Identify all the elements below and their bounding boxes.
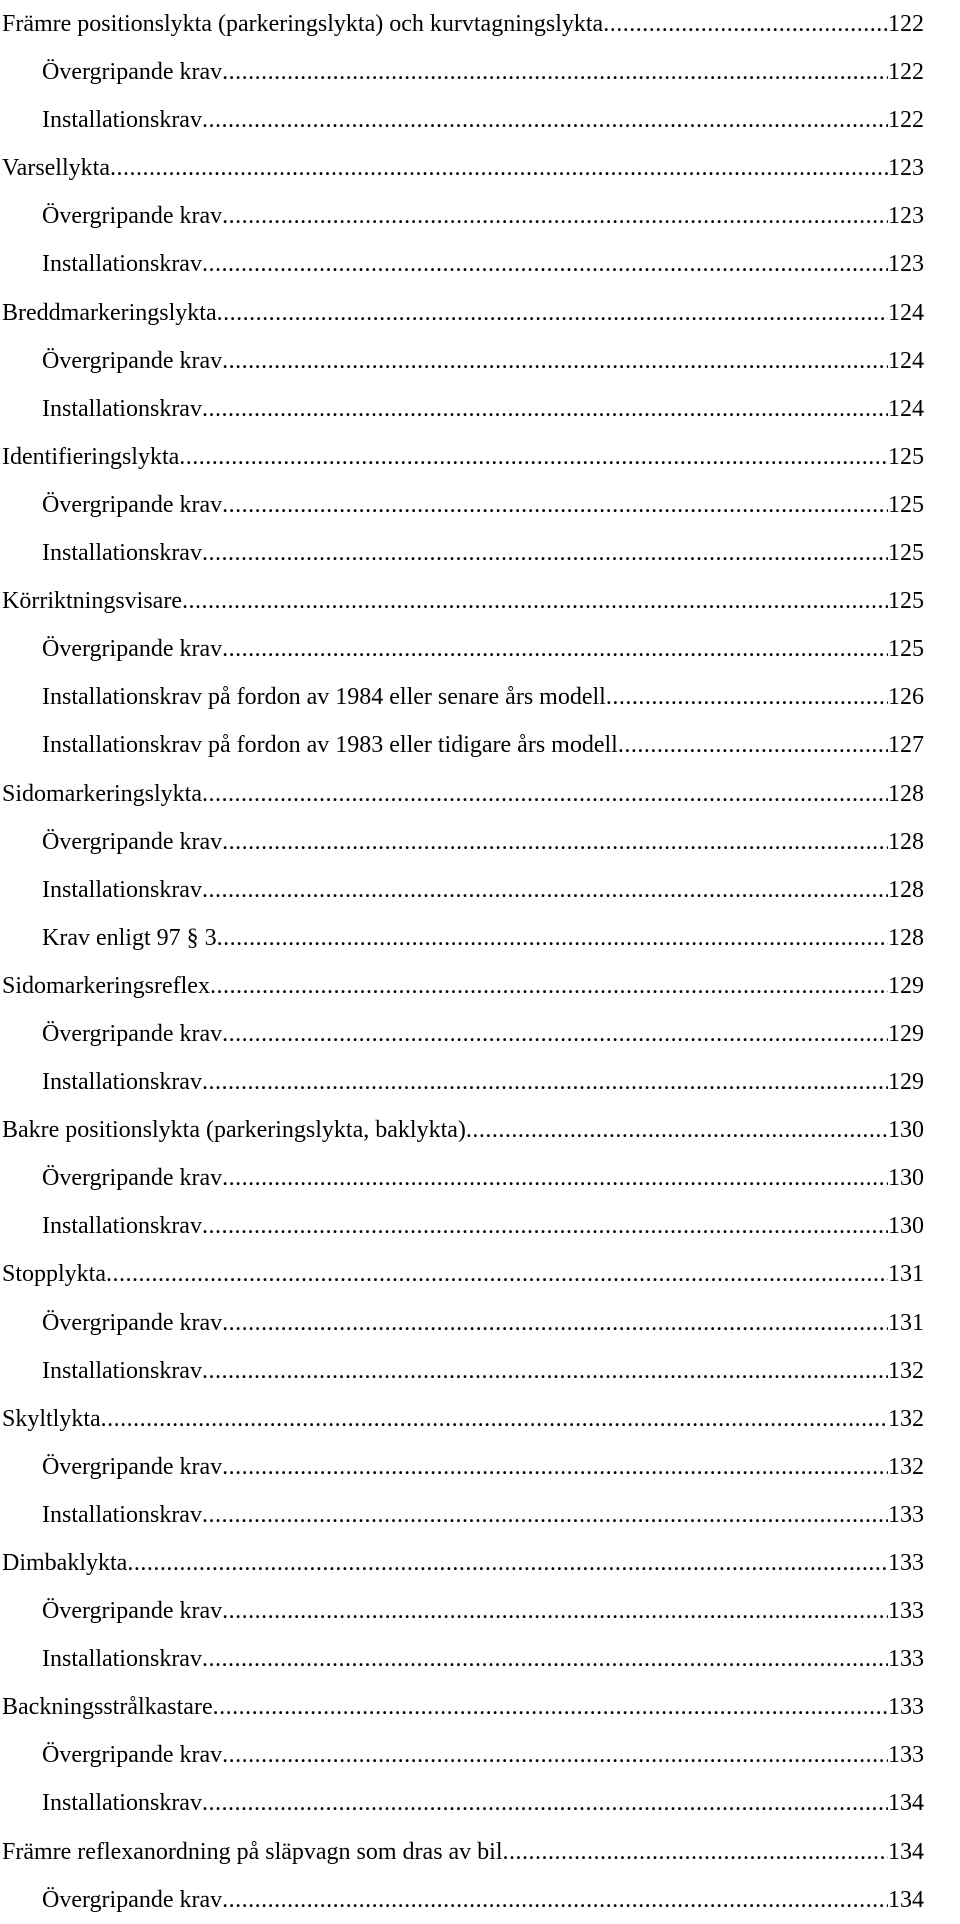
- toc-entry-title: Sidomarkeringsreflex: [2, 972, 210, 999]
- toc-entry-title: Installationskrav: [42, 395, 202, 422]
- toc-entry-title: Övergripande krav: [42, 1020, 223, 1047]
- toc-dot-leader: [101, 1395, 888, 1443]
- toc-entry-page-number: 130: [888, 1213, 924, 1240]
- toc-dot-leader: [202, 1635, 888, 1683]
- toc-dot-leader: [213, 1683, 888, 1731]
- toc-entry-title: Övergripande krav: [42, 491, 223, 518]
- toc-entry[interactable]: [2, 818, 924, 866]
- toc-entry-page-number: 122: [888, 59, 924, 86]
- toc-entry-page-number: 133: [888, 1694, 924, 1721]
- toc-dot-leader: [179, 433, 888, 481]
- toc-entry[interactable]: [2, 1299, 924, 1347]
- toc-entry-title: Körriktningsvisare: [2, 588, 182, 615]
- toc-dot-leader: [222, 1587, 888, 1635]
- toc-entry-page-number: 123: [888, 203, 924, 230]
- toc-entry-title: Övergripande krav: [42, 636, 223, 663]
- toc-entry-page-number: 132: [888, 1405, 924, 1432]
- toc-entry-title: Övergripande krav: [42, 1598, 223, 1625]
- toc-entry-page-number: 125: [888, 491, 924, 518]
- toc-entry-title: Installationskrav: [42, 540, 202, 567]
- toc-entry[interactable]: [2, 337, 924, 385]
- toc-entry-title: Installationskrav på fordon av 1983 eller tidigare års modell: [42, 732, 618, 759]
- toc-entry-title: Övergripande krav: [42, 1309, 223, 1336]
- toc-entry-title: Övergripande krav: [42, 828, 223, 855]
- toc-entry-title: Breddmarkeringslykta: [2, 299, 217, 326]
- toc-entry-title: Installationskrav: [42, 876, 202, 903]
- toc-entry-title: Installationskrav: [42, 1501, 202, 1528]
- toc-entry-page-number: 123: [888, 155, 924, 182]
- toc-dot-leader: [222, 192, 888, 240]
- toc-entry[interactable]: [2, 770, 924, 818]
- toc-entry[interactable]: [2, 529, 924, 577]
- toc-entry-page-number: 128: [888, 924, 924, 951]
- toc-entry[interactable]: [2, 1058, 924, 1106]
- toc-dot-leader: [503, 1828, 888, 1876]
- toc-dot-leader: [222, 1154, 888, 1202]
- toc-entry[interactable]: [2, 96, 924, 144]
- toc-dot-leader: [202, 385, 888, 433]
- toc-entry[interactable]: [2, 914, 924, 962]
- toc-entry-page-number: 133: [888, 1598, 924, 1625]
- toc-entry-page-number: 129: [888, 972, 924, 999]
- toc-entry[interactable]: [2, 1731, 924, 1779]
- toc-entry[interactable]: [2, 625, 924, 673]
- toc-entry[interactable]: [2, 1876, 924, 1924]
- toc-dot-leader: [222, 1443, 888, 1491]
- toc-entry-title: Installationskrav: [42, 1790, 202, 1817]
- toc-entry[interactable]: [2, 1443, 924, 1491]
- toc-entry-title: Installationskrav: [42, 107, 202, 134]
- toc-entry-title: Installationskrav: [42, 251, 202, 278]
- toc-entry-page-number: 130: [888, 1165, 924, 1192]
- toc-entry[interactable]: [2, 1154, 924, 1202]
- toc-entry-page-number: 134: [888, 1886, 924, 1913]
- toc-entry-page-number: 125: [888, 588, 924, 615]
- toc-entry-title: Övergripande krav: [42, 1165, 223, 1192]
- toc-entry-title: Skyltlykta: [2, 1405, 101, 1432]
- toc-dot-leader: [182, 577, 888, 625]
- toc-dot-leader: [106, 1250, 888, 1298]
- toc-entry[interactable]: [2, 962, 924, 1010]
- toc-entry-title: Sidomarkeringslykta: [2, 780, 202, 807]
- toc-dot-leader: [202, 1202, 888, 1250]
- toc-dot-leader: [110, 144, 888, 192]
- toc-entry-page-number: 131: [888, 1261, 924, 1288]
- toc-entry-page-number: 130: [888, 1117, 924, 1144]
- toc-dot-leader: [202, 1491, 888, 1539]
- toc-entry-page-number: 132: [888, 1357, 924, 1384]
- toc-entry[interactable]: [2, 1828, 924, 1876]
- toc-entry[interactable]: [2, 289, 924, 337]
- toc-dot-leader: [202, 770, 888, 818]
- toc-dot-leader: [222, 625, 888, 673]
- toc-entry-title: Installationskrav: [42, 1646, 202, 1673]
- toc-entry[interactable]: [2, 1779, 924, 1827]
- toc-dot-leader: [606, 673, 888, 721]
- toc-entry[interactable]: [2, 1491, 924, 1539]
- toc-entry-page-number: 133: [888, 1646, 924, 1673]
- toc-entry-title: Identifieringslykta: [2, 443, 180, 470]
- toc-entry[interactable]: [2, 866, 924, 914]
- toc-dot-leader: [217, 289, 888, 337]
- toc-entry-page-number: 127: [888, 732, 924, 759]
- toc-dot-leader: [618, 721, 888, 769]
- toc-entry-title: Främre reflexanordning på släpvagn som dras av bil: [2, 1838, 503, 1865]
- toc-dot-leader: [222, 481, 888, 529]
- toc-entry-page-number: 128: [888, 876, 924, 903]
- toc-entry-title: Varsellykta: [2, 155, 110, 182]
- toc-entry-title: Övergripande krav: [42, 203, 223, 230]
- toc-entry-page-number: 129: [888, 1020, 924, 1047]
- toc-dot-leader: [127, 1539, 888, 1587]
- toc-entry[interactable]: [2, 385, 924, 433]
- toc-entry[interactable]: [2, 481, 924, 529]
- toc-dot-leader: [222, 337, 888, 385]
- toc-entry[interactable]: [2, 144, 924, 192]
- toc-entry-title: Installationskrav: [42, 1213, 202, 1240]
- toc-entry-page-number: 122: [888, 107, 924, 134]
- toc-dot-leader: [222, 1876, 888, 1924]
- toc-dot-leader: [210, 962, 888, 1010]
- toc-entry[interactable]: [2, 577, 924, 625]
- toc-entry[interactable]: [2, 433, 924, 481]
- toc-entry[interactable]: [2, 1683, 924, 1731]
- toc-entry-page-number: 131: [888, 1309, 924, 1336]
- toc-entry-title: Övergripande krav: [42, 1453, 223, 1480]
- toc-entry-page-number: 133: [888, 1742, 924, 1769]
- toc-entry-title: Övergripande krav: [42, 347, 223, 374]
- toc-entry[interactable]: [2, 673, 924, 721]
- toc-entry[interactable]: [2, 240, 924, 288]
- toc-dot-leader: [222, 1299, 888, 1347]
- toc-entry-title: Stopplykta: [2, 1261, 107, 1288]
- toc-entry-title: Bakre positionslykta (parkeringslykta, baklykta): [2, 1117, 466, 1144]
- toc-entry-title: Övergripande krav: [42, 1742, 223, 1769]
- toc-entry[interactable]: [2, 1587, 924, 1635]
- toc-entry[interactable]: [2, 1539, 924, 1587]
- toc-dot-leader: [217, 914, 888, 962]
- toc-entry-title: Installationskrav: [42, 1357, 202, 1384]
- toc-entry-title: Övergripande krav: [42, 1886, 223, 1913]
- toc-entry-page-number: 133: [888, 1501, 924, 1528]
- toc-dot-leader: [222, 818, 888, 866]
- toc-dot-leader: [222, 1731, 888, 1779]
- toc-dot-leader: [466, 1106, 888, 1154]
- toc-entry[interactable]: [2, 721, 924, 769]
- toc-entry-page-number: 133: [888, 1550, 924, 1576]
- toc-entry[interactable]: [2, 1395, 924, 1443]
- toc-entry[interactable]: [2, 1635, 924, 1683]
- toc-entry[interactable]: [2, 1010, 924, 1058]
- toc-entry-page-number: 128: [888, 828, 924, 855]
- toc-entry-title: Övergripande krav: [42, 59, 223, 86]
- toc-entry-title: Backningsstrålkastare: [2, 1694, 213, 1721]
- toc-dot-leader: [202, 529, 888, 577]
- toc-dot-leader: [202, 96, 888, 144]
- toc-entry-page-number: 125: [888, 540, 924, 567]
- toc-entry[interactable]: [2, 48, 924, 96]
- toc-dot-leader: [202, 1347, 888, 1395]
- toc-entry[interactable]: [2, 192, 924, 240]
- toc-entry[interactable]: [2, 1106, 924, 1154]
- toc-dot-leader: [202, 1779, 888, 1827]
- toc-entry-page-number: 124: [888, 395, 924, 422]
- toc-entry-page-number: 124: [888, 347, 924, 374]
- toc-entry[interactable]: [2, 1347, 924, 1395]
- toc-entry[interactable]: [2, 1202, 924, 1250]
- toc-entry-page-number: 124: [888, 299, 924, 326]
- toc-entry-page-number: 126: [888, 684, 924, 711]
- toc-entry-page-number: 125: [888, 636, 924, 663]
- toc-dot-leader: [202, 1058, 888, 1106]
- toc-entry-page-number: 132: [888, 1453, 924, 1480]
- toc-dot-leader: [222, 1010, 888, 1058]
- toc-dot-leader: [603, 0, 888, 48]
- toc-entry[interactable]: [2, 0, 924, 48]
- toc-entry-title: Främre positionslykta (parkeringslykta) och kurvtagningslykta: [2, 11, 604, 37]
- toc-dot-leader: [202, 240, 888, 288]
- toc-entry-title: Dimbaklykta: [2, 1550, 128, 1576]
- toc-entry[interactable]: [2, 1250, 924, 1298]
- toc-dot-leader: [202, 866, 888, 914]
- toc-entry-title: Installationskrav på fordon av 1984 eller senare års modell: [42, 684, 606, 711]
- toc-entry-page-number: 123: [888, 251, 924, 278]
- toc-entry-page-number: 134: [888, 1790, 924, 1817]
- toc-entry-page-number: 125: [888, 443, 924, 470]
- toc-entry-page-number: 129: [888, 1069, 924, 1096]
- toc-entry-page-number: 122: [888, 11, 924, 37]
- toc-dot-leader: [222, 48, 888, 96]
- toc-entry-page-number: 134: [888, 1838, 924, 1865]
- toc-entry-page-number: 128: [888, 780, 924, 807]
- toc-entry-title: Installationskrav: [42, 1069, 202, 1096]
- toc-entry-title: Krav enligt 97 § 3: [42, 924, 217, 951]
